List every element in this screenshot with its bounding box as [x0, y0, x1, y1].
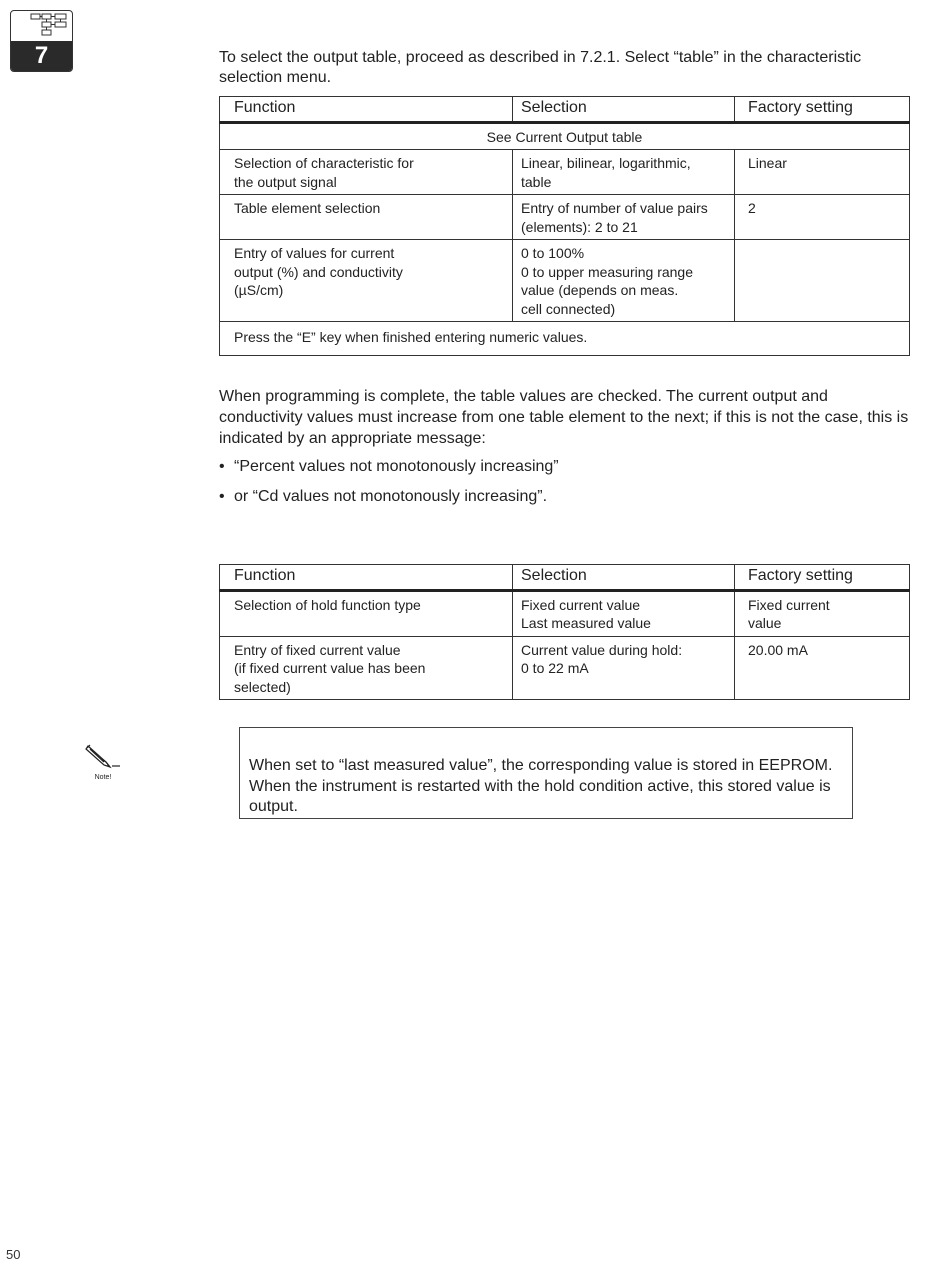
chapter-number: 7: [11, 41, 72, 71]
function-cell: Entry of fixed current value (if fixed current value has been selected): [220, 636, 513, 700]
header-factory-setting: Factory setting: [735, 97, 910, 123]
caption-row: See Current Output table: [220, 122, 910, 150]
factory-setting-cell: [735, 240, 910, 322]
selection-cell: Entry of number of value pairs (elements): 2 to 21: [513, 195, 735, 240]
function-cell: Selection of hold function type: [220, 590, 513, 636]
factory-setting-cell: 2: [735, 195, 910, 240]
table-header-row: [220, 97, 910, 123]
list-item: • “Percent values not monotonously increasing”: [219, 458, 559, 488]
selection-cell: Fixed current value Last measured value: [513, 590, 735, 636]
table-header-row: [220, 565, 910, 591]
function-cell: Entry of values for current output (%) and conductivity (µS/cm): [220, 240, 513, 322]
selection-cell: 0 to 100% 0 to upper measuring range value (depends on meas. cell connected): [513, 240, 735, 322]
factory-setting-cell: Fixed current value: [735, 590, 910, 636]
message-list: [219, 458, 559, 518]
function-cell: Selection of characteristic for the output signal: [220, 150, 513, 195]
intro-text: To select the output table, proceed as described in 7.2.1. Select “table” in the characteristic selection menu.: [219, 49, 862, 86]
hold-function-settings: [219, 564, 910, 700]
function-cell: Table element selection: [220, 195, 513, 240]
table-row: [220, 322, 910, 356]
table-row: [220, 636, 910, 700]
table-row: [220, 195, 910, 240]
body-paragraph: When programming is complete, the table values are checked. The current output and conductivity values must increase from one table element to the next; if this is not the case, this is indicated by an appropriate message:: [219, 388, 909, 447]
header-factory-setting: Factory setting: [735, 565, 910, 591]
footer-row: Press the “E” key when finished entering numeric values.: [220, 322, 910, 356]
table-row: [220, 240, 910, 322]
page-number: 50: [6, 1247, 21, 1262]
note-box: When set to “last measured value”, the corresponding value is stored in EEPROM. When the instrument is restarted with the hold condition active, this stored value is output.: [239, 727, 853, 819]
factory-setting-cell: Linear: [735, 150, 910, 195]
header-function: Function: [220, 97, 513, 123]
table-row: [220, 590, 910, 636]
table-row: [220, 150, 910, 195]
selection-cell: Current value during hold: 0 to 22 mA: [513, 636, 735, 700]
factory-setting-cell: 20.00 mA: [735, 636, 910, 700]
list-item: • or “Cd values not monotonously increasing”.: [219, 488, 559, 518]
menu-tree-icon: [11, 11, 72, 41]
selection-cell: Linear, bilinear, logarithmic, table: [513, 150, 735, 195]
chapter-badge: [10, 10, 73, 72]
header-function: Function: [220, 565, 513, 591]
header-selection: Selection: [513, 565, 735, 591]
output-table-settings: [219, 96, 910, 356]
header-selection: Selection: [513, 97, 735, 123]
note-label: Note!: [94, 774, 112, 781]
table-row: [220, 122, 910, 150]
